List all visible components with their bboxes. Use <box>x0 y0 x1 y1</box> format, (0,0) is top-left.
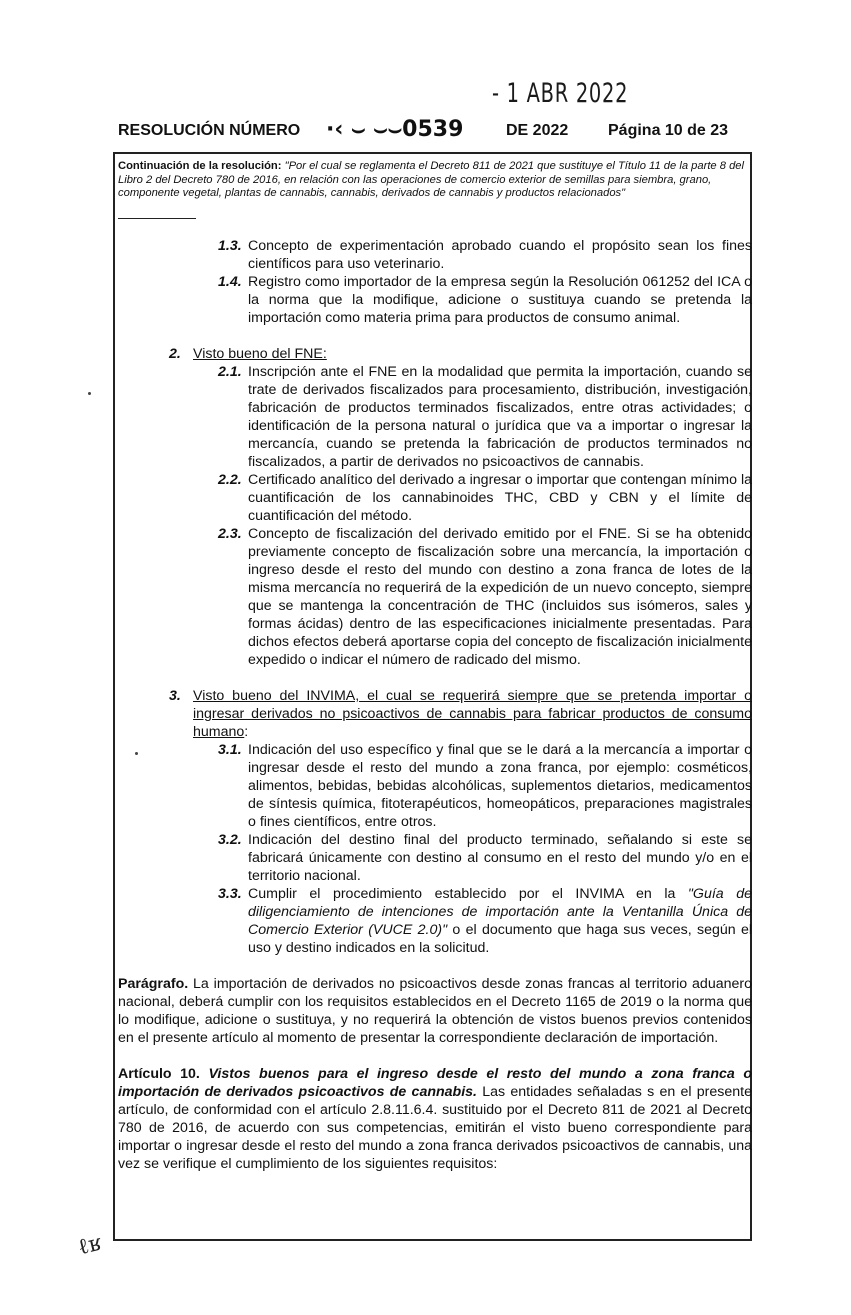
list-item <box>218 525 752 669</box>
scan-speck <box>88 392 91 395</box>
item-text: Concepto de experimentación aprobado cuando el propósito sean los fines científicos para uso veterinario. <box>248 238 752 272</box>
item-text: Certificado analítico del derivado a ingresar o importar que contengan mínimo la cuantificación de los cannabinoides THC, CBD y CBN y el límite de cuantificación del método. <box>248 472 752 524</box>
item-text: Indicación del uso específico y final que se le dará a la mercancía a importar o ingresar desde el resto del mundo a zona franca, por ejemplo: cosméticos, alimentos, bebidas, bebidas alcohólicas, suplementos dietarios, medicamentos de síntesis química, fitoterapéuticos, homeopáticos, preparaciones magistrales o fines científicos, entre otros. <box>248 742 752 830</box>
section-3-items <box>218 741 752 957</box>
paragrafo <box>118 975 752 1047</box>
paragrafo-text: La importación de derivados no psicoactivos desde zonas francas al territorio aduanero nacional, deberá cumplir con los requisitos establecidos en el Decreto 1165 de 2019 o la norma que lo modifique, adicione o sustituya, y no requerirá la obtención de vistos buenos previos contenidos en el presente artículo al momento de presentar la correspondiente declaración de importación. <box>118 976 752 1046</box>
section-2-items <box>218 363 752 669</box>
document-body <box>118 237 752 1173</box>
section-number: 2. <box>169 346 181 362</box>
section-title: Visto bueno del FNE: <box>193 346 327 362</box>
item-number: 3.3. <box>218 886 242 902</box>
list-item <box>218 741 752 831</box>
section-3 <box>169 687 752 741</box>
section-title: Visto bueno del INVIMA, el cual se requerirá siempre que se pretenda importar o ingresar derivados no psicoactivos de cannabis para fabricar productos de consumo humano <box>193 688 752 740</box>
list-item <box>218 273 752 327</box>
articulo-10 <box>118 1065 752 1173</box>
item-text: Inscripción ante el FNE en la modalidad que permita la importación, cuando se trate de derivados fiscalizados para procesamiento, distribución, investigación, fabricación de productos terminados fiscalizados, entre otras actividades; o identificación de la persona natural o jurídica que va a importar o ingresar la mercancía, cuando se pretenda la fabricación de productos terminados no fiscalizados, a partir de derivados no psicoactivos de cannabis. <box>248 364 752 470</box>
item-text: o el documento que haga sus veces, según el uso y destino indicados en la solicitud. <box>248 922 752 956</box>
item-text-italic: "Guía de diligenciamiento de intenciones de importación ante la Ventanilla Única de Comercio Exterior (VUCE 2.0)" <box>248 886 752 938</box>
item-number: 1.3. <box>218 238 242 254</box>
handwritten-initials: ℓʁ <box>75 1230 105 1261</box>
item-number: 2.3. <box>218 526 242 542</box>
resolution-header <box>118 117 738 144</box>
item-text: Concepto de fiscalización del derivado emitido por el FNE. Si se ha obtenido previamente concepto de fiscalización sobre una mercancía, la importación o ingreso desde el resto del mundo con destino a zona franca de lotes de la misma mercancía no requerirá de la expedición de un nuevo concepto, siempre que se mantenga la concentración de THC (incluidos sus isómeros, sales y formas ácidas) dentro de las especificaciones inicialmente presentadas. Para dichos efectos deberá aportarse copia del concepto de fiscalización inicialmente expedido o indicar el número de radicado del mismo. <box>248 526 752 668</box>
section-title-end: : <box>244 724 249 740</box>
resolution-year: DE 2022 <box>506 122 569 139</box>
page-indicator: Página 10 de 23 <box>608 122 729 139</box>
continuation-underline <box>118 218 196 219</box>
item-text: Indicación del destino final del producto terminado, señalando si este se fabricará únicamente con destino al consumo en el resto del mundo y/o en el territorio nacional. <box>248 832 752 884</box>
date-stamp: - 1 ABR 2022 <box>492 78 629 109</box>
section-number: 3. <box>169 688 181 704</box>
resolution-label: RESOLUCIÓN NÚMERO <box>118 122 301 139</box>
continuation-label: Continuación de la resolución: <box>118 160 282 172</box>
list-1-continued <box>218 237 752 327</box>
paragrafo-label: Parágrafo. <box>118 976 189 992</box>
articulo-label: Artículo 10. <box>118 1066 200 1082</box>
list-item <box>218 471 752 525</box>
scan-speck <box>135 752 138 755</box>
list-item <box>218 363 752 471</box>
list-item <box>218 831 752 885</box>
item-number: 3.1. <box>218 742 242 758</box>
articulo-title: Vistos buenos para el ingreso desde el resto del mundo a zona franca o importación de derivados psicoactivos de cannabis. <box>118 1066 752 1100</box>
continuation-block <box>118 160 750 201</box>
resolution-number: ·‹ ⌣ ⌣⌣0539 <box>326 117 464 142</box>
list-item <box>218 237 752 273</box>
item-number: 2.1. <box>218 364 242 380</box>
continuation-text: "Por el cual se reglamenta el Decreto 811 de 2021 que sustituye el Título 11 de la parte 8 del Libro 2 del Decreto 780 de 2016, en relación con las operaciones de comercio exterior de semillas para siembra, grano, componente vegetal, plantas de cannabis, cannabis, derivados de cannabis y productos relacionados" <box>118 160 745 200</box>
section-2 <box>169 345 752 363</box>
item-number: 3.2. <box>218 832 242 848</box>
articulo-text: Las entidades señaladas s en el presente artículo, de conformidad con el artículo 2.8.11.6.4. sustituido por el Decreto 811 de 2021 al Decreto 780 de 2016, de acuerdo con sus competencias, emitirán el visto bueno correspondiente para importar o ingresar desde el resto del mundo a zona franca derivados psicoactivos de cannabis, una vez se verifique el cumplimiento de los siguientes requisitos: <box>118 1084 752 1172</box>
item-text: Cumplir el procedimiento establecido por el INVIMA en la <box>248 886 688 902</box>
item-number: 1.4. <box>218 274 242 290</box>
item-text: Registro como importador de la empresa según la Resolución 061252 del ICA o la norma que la modifique, adicione o sustituya cuando se pretenda la importación como materia prima para productos de consumo animal. <box>248 274 752 326</box>
item-number: 2.2. <box>218 472 242 488</box>
list-item <box>218 885 752 957</box>
